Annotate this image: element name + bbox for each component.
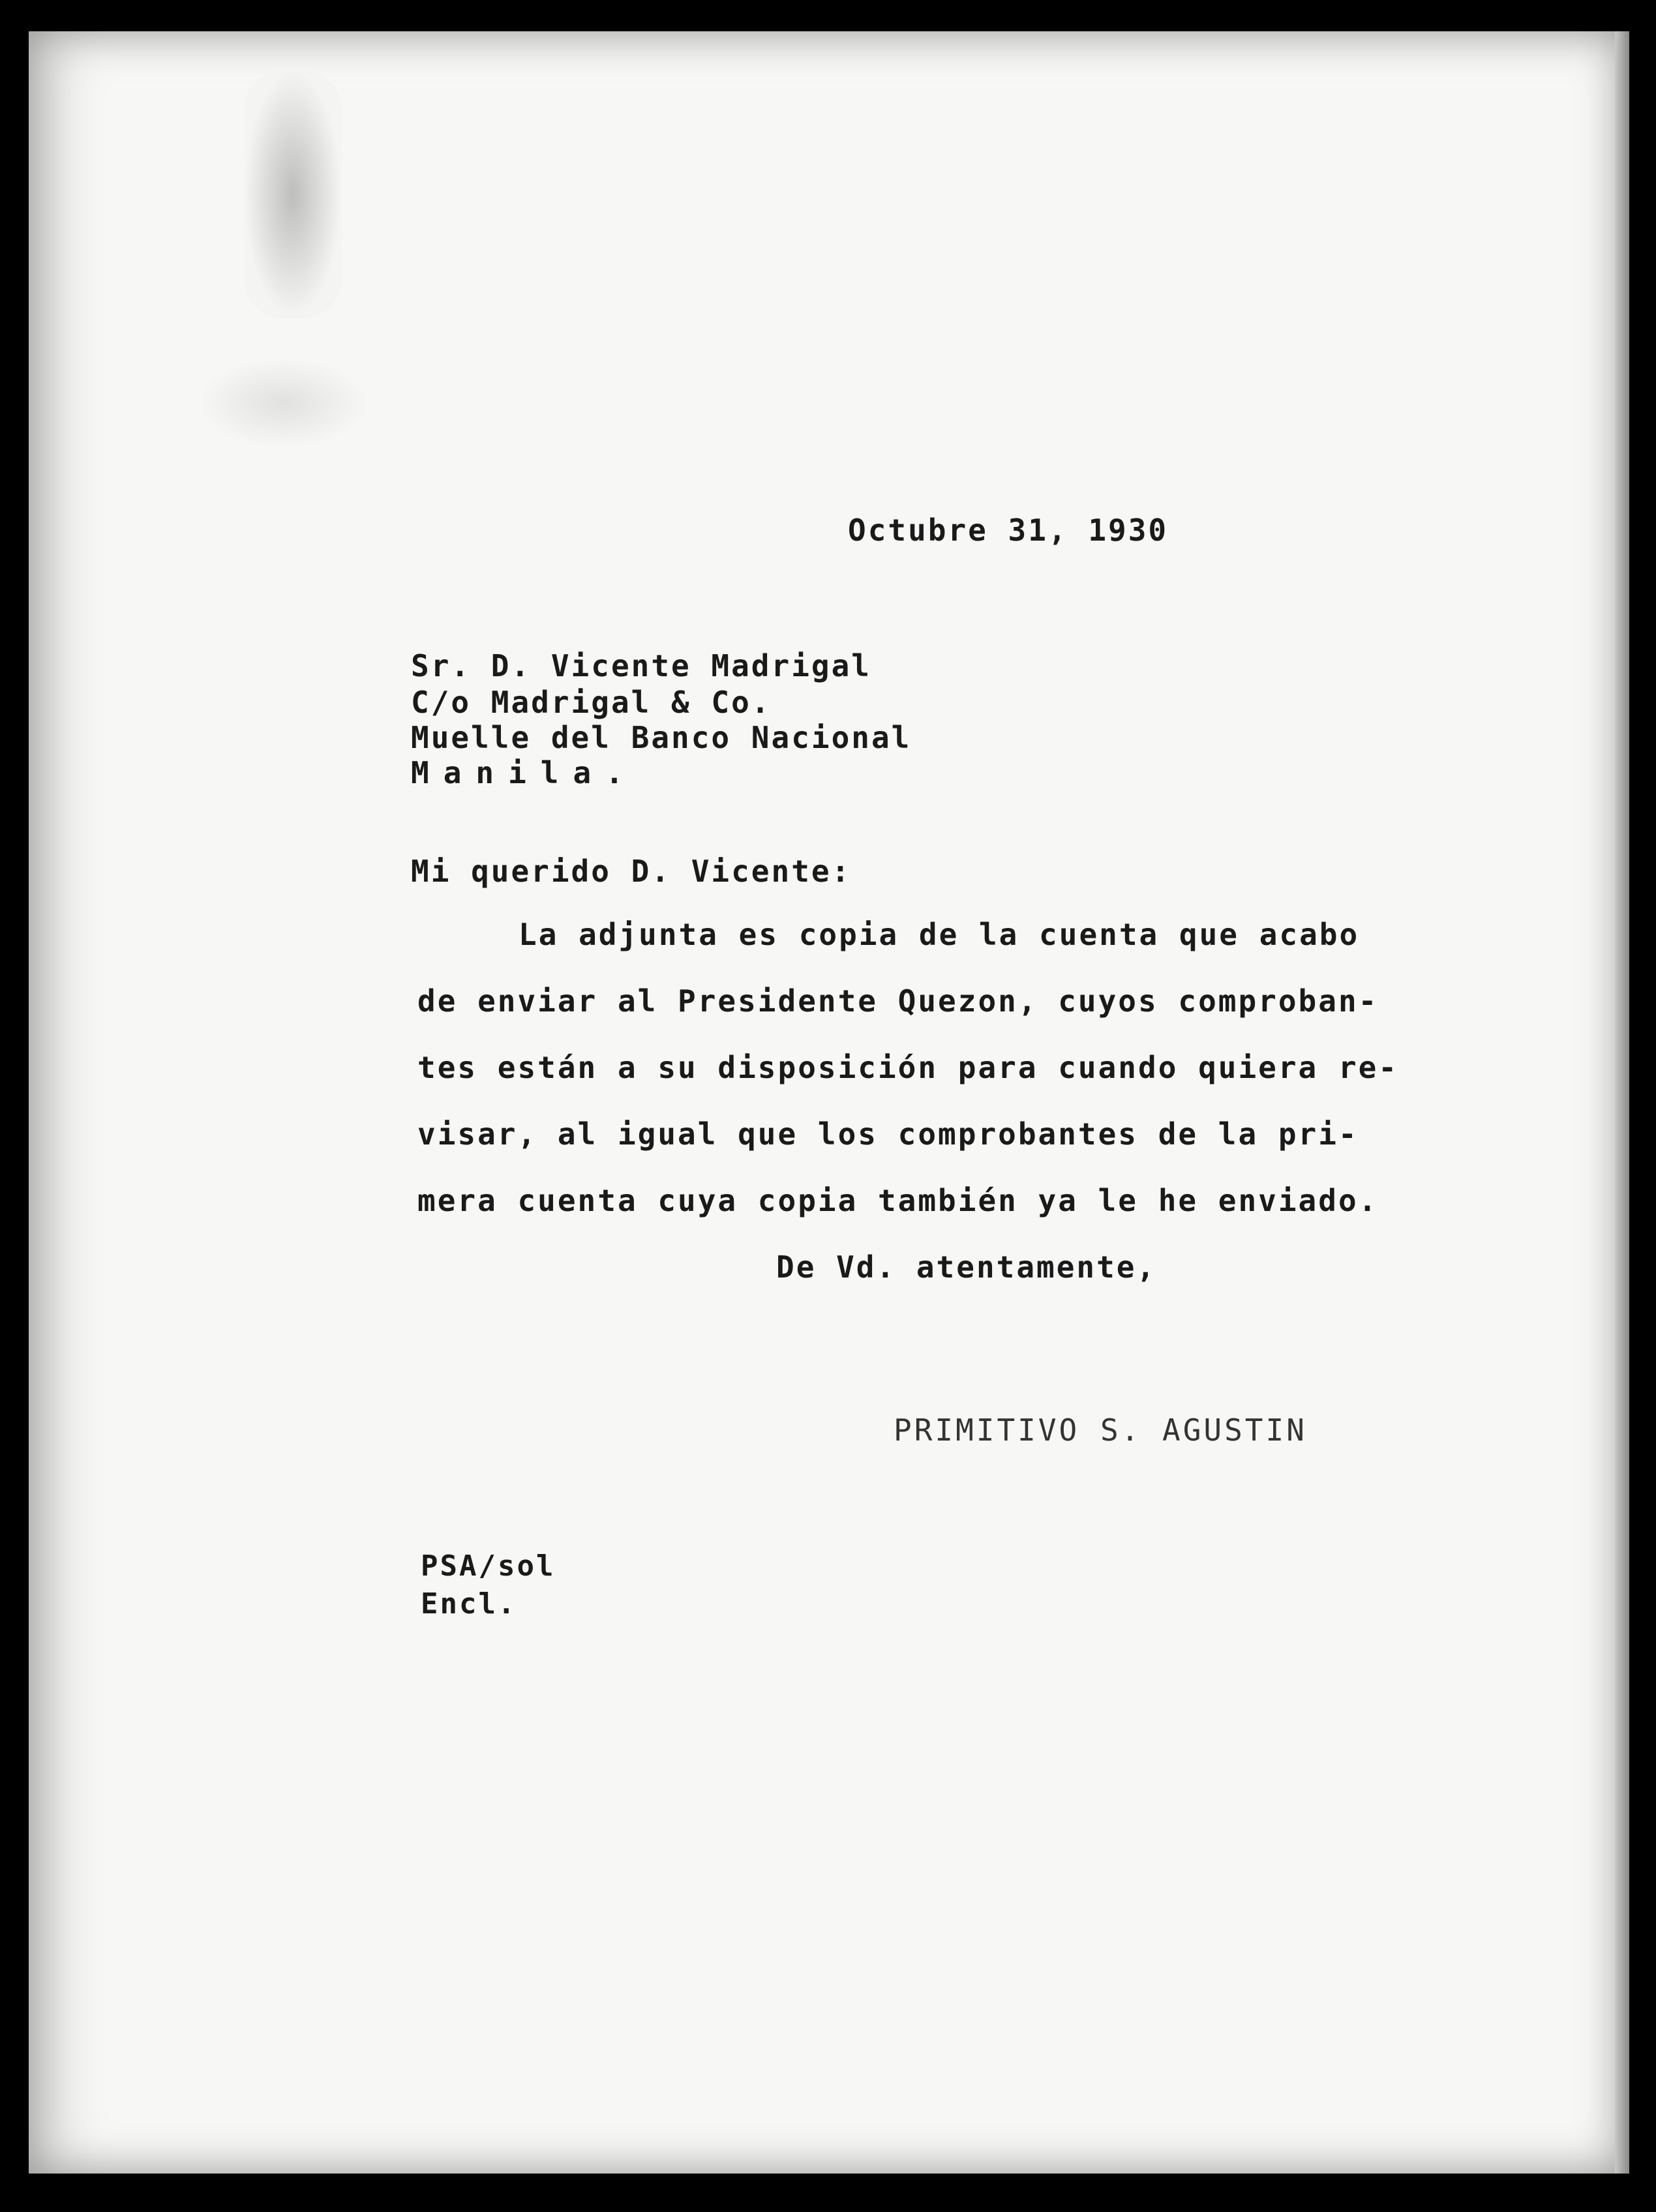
letter-date: Octubre 31, 1930: [848, 513, 1169, 548]
reference-initials: PSA/sol: [421, 1549, 556, 1583]
recipient-city: Manila.: [411, 755, 638, 790]
recipient-name: Sr. D. Vicente Madrigal: [411, 648, 871, 683]
body-line-3: tes están a su disposición para cuando quiera re-: [417, 1050, 1399, 1085]
recipient-street: Muelle del Banco Nacional: [411, 720, 912, 755]
paper-clip-mark: [244, 70, 342, 318]
body-line-2: de enviar al Presidente Quezon, cuyos comproban-: [417, 983, 1379, 1019]
closing: De Vd. atentamente,: [776, 1249, 1157, 1285]
enclosure-note: Encl.: [421, 1587, 517, 1621]
body-line-5: mera cuenta cuya copia también ya le he enviado.: [417, 1183, 1379, 1218]
recipient-company: C/o Madrigal & Co.: [411, 685, 772, 720]
signature-name: PRIMITIVO S. AGUSTIN: [894, 1412, 1307, 1448]
body-line-1: La adjunta es copia de la cuenta que acabo: [519, 917, 1360, 952]
letter-page: [29, 31, 1615, 2174]
paper-stain: [198, 357, 368, 449]
page-edge: [1615, 31, 1629, 2174]
body-line-4: visar, al igual que los comprobantes de la pri-: [417, 1116, 1359, 1152]
salutation: Mi querido D. Vicente:: [411, 854, 852, 889]
